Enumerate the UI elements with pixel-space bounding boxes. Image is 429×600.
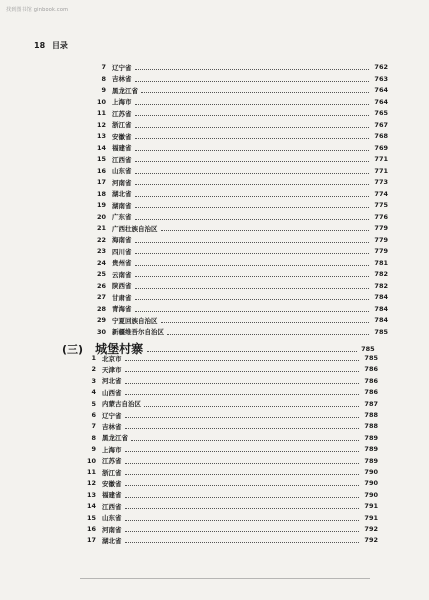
entry-name: 山东省 — [112, 167, 132, 175]
entry-page: 763 — [374, 74, 388, 83]
entry-page: 779 — [374, 247, 388, 255]
leader-dots — [161, 229, 370, 231]
toc-entry — [92, 269, 388, 279]
leader-dots — [125, 519, 360, 521]
entry-name: 云南省 — [112, 270, 132, 279]
entry-page: 767 — [374, 120, 388, 129]
entry-name: 江西省 — [112, 155, 132, 164]
entry-page: 776 — [374, 212, 388, 221]
leader-dots — [125, 359, 360, 361]
entry-page: 782 — [374, 270, 388, 278]
entry-number: 8 — [91, 433, 96, 442]
entry-name: 湖北省 — [112, 190, 132, 198]
entry-name: 广西壮族自治区 — [112, 224, 158, 233]
toc-entry — [92, 120, 388, 130]
leader-dots — [125, 416, 360, 418]
entry-number: 29 — [96, 316, 106, 324]
entry-number: 14 — [86, 502, 96, 511]
toc-entry — [82, 524, 378, 534]
entry-number: 7 — [91, 422, 96, 431]
toc-entry — [92, 235, 388, 245]
entry-number: 1 — [91, 354, 96, 362]
leader-dots — [144, 405, 359, 407]
entry-page: 779 — [374, 224, 388, 232]
leader-dots — [135, 252, 370, 254]
entry-number: 12 — [96, 120, 106, 129]
entry-number: 8 — [101, 74, 106, 83]
entry-number: 17 — [86, 536, 96, 545]
entry-name: 陕西省 — [112, 282, 132, 290]
leader-dots — [135, 114, 370, 116]
toc-entry — [82, 478, 378, 488]
entry-page: 788 — [364, 422, 378, 431]
toc-entry — [92, 315, 388, 325]
entry-number: 21 — [96, 224, 106, 232]
entry-name: 吉林省 — [102, 422, 122, 431]
entry-name: 江西省 — [102, 502, 122, 511]
page-header — [34, 40, 72, 51]
entry-number: 14 — [96, 143, 106, 152]
entry-page: 789 — [364, 456, 378, 465]
entry-name: 浙江省 — [102, 468, 122, 477]
entry-name: 辽宁省 — [102, 411, 122, 420]
entry-number: 10 — [86, 456, 96, 465]
entry-page: 790 — [364, 490, 378, 499]
toc-entry — [82, 376, 378, 386]
entry-number: 10 — [96, 97, 106, 106]
entry-name: 天津市 — [102, 365, 122, 374]
entry-page: 786 — [364, 365, 378, 374]
toc-entry — [92, 212, 388, 222]
leader-dots — [135, 241, 370, 243]
toc-entry — [82, 433, 378, 443]
toc-entry — [92, 246, 388, 256]
entry-name: 新疆维吾尔自治区 — [112, 328, 164, 336]
toc-entry — [92, 177, 388, 187]
entry-number: 4 — [91, 388, 96, 397]
leader-dots — [135, 264, 370, 266]
leader-dots — [125, 370, 360, 372]
page-number: 18 — [34, 41, 46, 50]
entry-page: 790 — [364, 468, 378, 476]
leader-dots — [135, 310, 370, 312]
entry-page: 762 — [374, 63, 388, 71]
entry-name: 辽宁省 — [112, 63, 132, 72]
leader-dots — [125, 393, 360, 395]
toc-entry — [82, 490, 378, 500]
toc-entry — [82, 387, 378, 397]
entry-name: 宁夏回族自治区 — [112, 316, 158, 325]
entry-page: 791 — [364, 502, 378, 511]
leader-dots — [125, 496, 360, 498]
entry-number: 27 — [96, 293, 106, 301]
leader-dots — [135, 218, 370, 220]
entry-page: 768 — [374, 132, 388, 140]
entry-page: 789 — [364, 433, 378, 442]
section-title: 城堡村寨 — [95, 342, 144, 356]
toc-entry — [82, 353, 378, 363]
entry-number: 16 — [86, 525, 96, 533]
leader-dots — [135, 160, 370, 162]
entry-name: 湖北省 — [102, 536, 122, 545]
entry-name: 安徽省 — [112, 132, 132, 141]
entry-name: 安徽省 — [102, 479, 122, 488]
entry-page: 790 — [364, 479, 378, 488]
entry-number: 25 — [96, 270, 106, 278]
entry-name: 甘肃省 — [112, 293, 132, 302]
entry-number: 28 — [96, 304, 106, 313]
entry-name: 青海省 — [112, 305, 132, 313]
entry-name: 广东省 — [112, 213, 132, 221]
toc-entry — [92, 292, 388, 302]
entry-name: 上海市 — [102, 445, 122, 454]
entry-page: 779 — [374, 235, 388, 244]
entry-number: 11 — [86, 468, 96, 476]
entry-page: 769 — [374, 143, 388, 152]
entry-name: 北京市 — [102, 354, 122, 363]
toc-entry — [92, 281, 388, 291]
entry-number: 24 — [96, 258, 106, 267]
entry-name: 黑龙江省 — [102, 434, 128, 443]
toc-entry — [92, 97, 388, 107]
entry-page: 771 — [374, 155, 388, 163]
entry-page: 765 — [374, 109, 388, 117]
entry-page: 771 — [374, 166, 388, 175]
toc-entry — [82, 467, 378, 477]
entry-number: 9 — [101, 86, 106, 94]
toc-entry — [92, 189, 388, 199]
leader-dots — [125, 473, 360, 475]
entry-page: 792 — [364, 536, 378, 545]
entry-page: 785 — [374, 327, 388, 336]
leader-dots — [135, 287, 370, 289]
leader-dots — [135, 80, 370, 82]
entry-name: 贵州省 — [112, 259, 132, 267]
entry-page: 784 — [374, 304, 388, 313]
entry-name: 山东省 — [102, 514, 122, 523]
entry-page: 786 — [364, 388, 378, 397]
entry-page: 774 — [374, 189, 388, 198]
entry-number: 2 — [91, 365, 96, 374]
leader-dots — [125, 462, 360, 464]
leader-dots — [135, 126, 370, 128]
header-label: 目录 — [51, 41, 68, 50]
entry-page: 784 — [374, 293, 388, 301]
section-number: (三) — [62, 342, 84, 356]
entry-name: 浙江省 — [112, 121, 132, 129]
entry-name: 河南省 — [102, 525, 122, 534]
entry-name: 江苏省 — [102, 457, 122, 466]
entry-name: 四川省 — [112, 247, 132, 256]
leader-dots — [135, 298, 370, 300]
toc-entry — [92, 131, 388, 141]
entry-page: 775 — [374, 201, 388, 209]
entry-number: 15 — [96, 155, 106, 163]
toc-entry — [92, 62, 388, 72]
leader-dots — [161, 321, 370, 323]
entry-page: 792 — [364, 525, 378, 533]
entry-page: 785 — [364, 354, 378, 362]
toc-entry — [92, 74, 388, 84]
entry-name: 黑龙江省 — [112, 86, 138, 95]
toc-entry — [92, 258, 388, 268]
entry-name: 上海市 — [112, 98, 132, 106]
divider — [80, 578, 370, 579]
toc-entry — [92, 200, 388, 210]
entry-name: 福建省 — [102, 491, 122, 500]
leader-dots — [125, 450, 360, 452]
toc-entry — [82, 444, 378, 454]
entry-page: 787 — [364, 399, 378, 408]
toc-entry — [82, 364, 378, 374]
toc-entry — [92, 154, 388, 164]
section-page: 785 — [361, 344, 375, 353]
entry-number: 18 — [96, 189, 106, 198]
entry-number: 20 — [96, 212, 106, 221]
entry-number: 6 — [91, 411, 96, 419]
entry-number: 22 — [96, 235, 106, 244]
leader-dots — [141, 91, 369, 93]
entry-name: 江苏省 — [112, 109, 132, 118]
entry-number: 30 — [96, 327, 106, 336]
entry-number: 9 — [91, 445, 96, 454]
toc-entry — [82, 421, 378, 431]
entry-number: 11 — [96, 109, 106, 117]
entry-number: 23 — [96, 247, 106, 255]
entry-name: 河北省 — [102, 377, 122, 386]
leader-dots — [135, 103, 370, 105]
entry-name: 内蒙古自治区 — [102, 400, 141, 409]
toc-entry — [82, 410, 378, 420]
toc-entry — [92, 143, 388, 153]
toc-entry — [92, 223, 388, 233]
entry-page: 791 — [364, 513, 378, 522]
watermark: 找到图书馆 ginbook.com — [6, 7, 69, 13]
leader-dots — [131, 439, 359, 441]
entry-name: 吉林省 — [112, 75, 132, 83]
entry-page: 764 — [374, 86, 388, 94]
entry-number: 16 — [96, 166, 106, 175]
leader-dots — [147, 351, 357, 352]
entry-page: 764 — [374, 97, 388, 106]
entry-name: 福建省 — [112, 144, 132, 152]
leader-dots — [135, 149, 370, 151]
toc-entry — [92, 327, 388, 337]
entry-name: 山西省 — [102, 388, 122, 397]
entry-number: 19 — [96, 201, 106, 209]
leader-dots — [125, 530, 360, 532]
entry-number: 17 — [96, 178, 106, 186]
entry-number: 3 — [91, 376, 96, 385]
leader-dots — [135, 206, 370, 208]
entry-page: 781 — [374, 258, 388, 267]
entry-name: 湖南省 — [112, 201, 132, 210]
leader-dots — [135, 137, 370, 139]
entry-name: 河南省 — [112, 178, 132, 187]
entry-page: 773 — [374, 178, 388, 186]
entry-number: 13 — [96, 132, 106, 140]
leader-dots — [135, 183, 370, 185]
entry-number: 13 — [86, 490, 96, 499]
toc-entry — [82, 501, 378, 511]
leader-dots — [135, 275, 370, 277]
leader-dots — [125, 382, 360, 384]
leader-dots — [135, 172, 370, 174]
entry-number: 26 — [96, 281, 106, 290]
leader-dots — [125, 484, 360, 486]
entry-number: 12 — [86, 479, 96, 488]
toc-entry — [82, 535, 378, 545]
entry-number: 5 — [91, 399, 96, 408]
entry-number: 15 — [86, 513, 96, 522]
leader-dots — [135, 195, 370, 197]
toc-entry — [82, 513, 378, 523]
entry-page: 788 — [364, 411, 378, 419]
entry-number: 7 — [101, 63, 106, 71]
leader-dots — [125, 427, 360, 429]
toc-entry — [92, 304, 388, 314]
toc-entry — [92, 166, 388, 176]
toc-entry — [92, 85, 388, 95]
entry-page: 782 — [374, 281, 388, 290]
leader-dots — [125, 507, 360, 509]
toc-entry — [82, 456, 378, 466]
entry-name: 海南省 — [112, 236, 132, 244]
toc-entry — [82, 399, 378, 409]
entry-page: 789 — [364, 445, 378, 454]
entry-page: 786 — [364, 376, 378, 385]
leader-dots — [167, 333, 369, 335]
leader-dots — [125, 541, 360, 543]
entry-page: 784 — [374, 316, 388, 324]
leader-dots — [135, 68, 370, 70]
toc-entry — [92, 108, 388, 118]
